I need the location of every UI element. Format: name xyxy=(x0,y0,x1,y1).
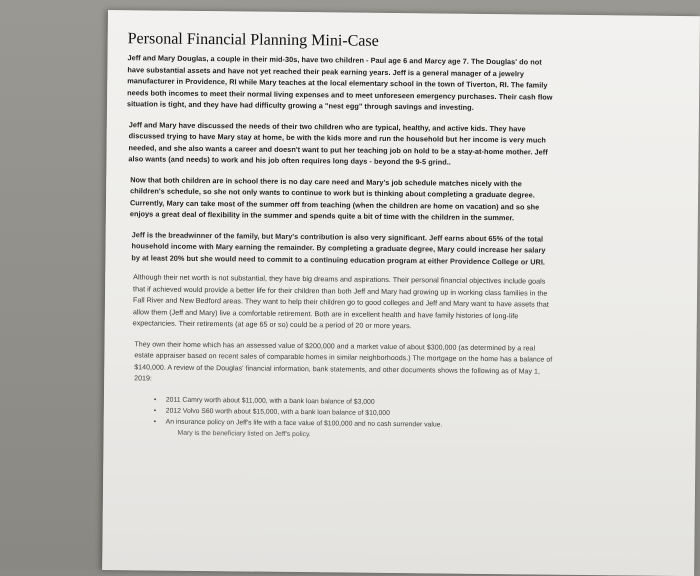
paragraph-intro: Jeff and Mary Douglas, a couple in their mid-30s, have two children - Paul age 6 and Marcy age 7. The Douglas' do not have substantial assets and have not yet reached their peak earning years. Jeff is a general manager of a jewelry manufacturer in Providence, RI while Mary teaches at the local elementary school in the town of Tiverton, RI. The family needs both incomes to meet their normal living expenses and to meet unforeseen emergency purchases. Their cash flow situation is tight, and they have had difficulty growing a "nest egg" through savings and investing. xyxy=(126,53,553,112)
document-page xyxy=(102,10,700,576)
list-item-subtext: Mary is the beneficiary listed on Jeff's policy. xyxy=(177,429,311,438)
bullet-icon: • xyxy=(153,418,157,426)
asset-list xyxy=(154,394,554,442)
bullet-icon: • xyxy=(153,396,157,404)
list-item-text: An insurance policy on Jeff's life with a face value of $100,000 and no cash surrender value. xyxy=(165,418,443,429)
case-title: Personal Financial Planning Mini-Case xyxy=(127,30,379,50)
list-item-text: 2011 Camry worth about $11,000, with a bank loan balance of $3,000 xyxy=(165,396,375,406)
paragraph-children-needs: Jeff and Mary have discussed the needs of their two children who are typical, healthy, and active kids. They have discussed trying to have Mary stay at home, be with the kids more and run the household but her income is very much needed, and she also wants a career and doesn't want to put her teaching job on hold to be a stay-at-home mother. Jeff also wants (and needs) to work and his job often requires long days - beyond the 9-5 grind.. xyxy=(128,119,548,167)
document-content xyxy=(124,30,558,442)
paragraph-school-schedule: Now that both children are in school there is no day care need and Mary's job schedule matches nicely with the children's schedule, so she not only wants to continue to work but is thinking about completing a graduate degree. Currently, Mary can take most of the summer off from teaching (when the children are home on vacation) and so she enjoys a great deal of flexibility in the summer and spends quite a bit of time with the children in the summer. xyxy=(129,174,540,223)
bullet-icon: • xyxy=(153,407,157,415)
paragraph-home-assets: They own their home which has an assessed value of $200,000 and a market value of about $300,000 (as determined by a real estate appraiser based on recent sales of comparable homes in similar neighborhoods.) The mortgage on the home has a balance of $140,000. A review of the Douglas' financial information, bank statements, and other documents shows the following as of May 1, 2019: xyxy=(134,340,553,383)
list-item-text: 2012 Volvo S60 worth about $15,000, with a bank loan balance of $10,000 xyxy=(165,407,390,417)
paragraph-income: Jeff is the breadwinner of the family, but Mary's contribution is also very significant. Jeff earns about 65% of the total household income with Mary earning the remainder. By completing a graduate degree, Mary could increase her salary by at least 20% but she would need to commit to a continuing education program at either Providence College or URI. xyxy=(131,229,546,267)
paragraph-objectives: Although their net worth is not substantial, they have big dreams and aspirations. Their personal financial objectives include goals that if achieved would provide a better life for their children than both Jeff and Mary had growing up in working class families in the Fall River and New Bedford areas. They want to help their children go to good colleges and Jeff and Mary want to have assets that allow them (Jeff and Mary) live a comfortable retirement. Both are in excellent health and have family histories of long-life expectancies. Their retirements (at age 65 or so) could be a period of 20 or more years. xyxy=(132,273,549,331)
